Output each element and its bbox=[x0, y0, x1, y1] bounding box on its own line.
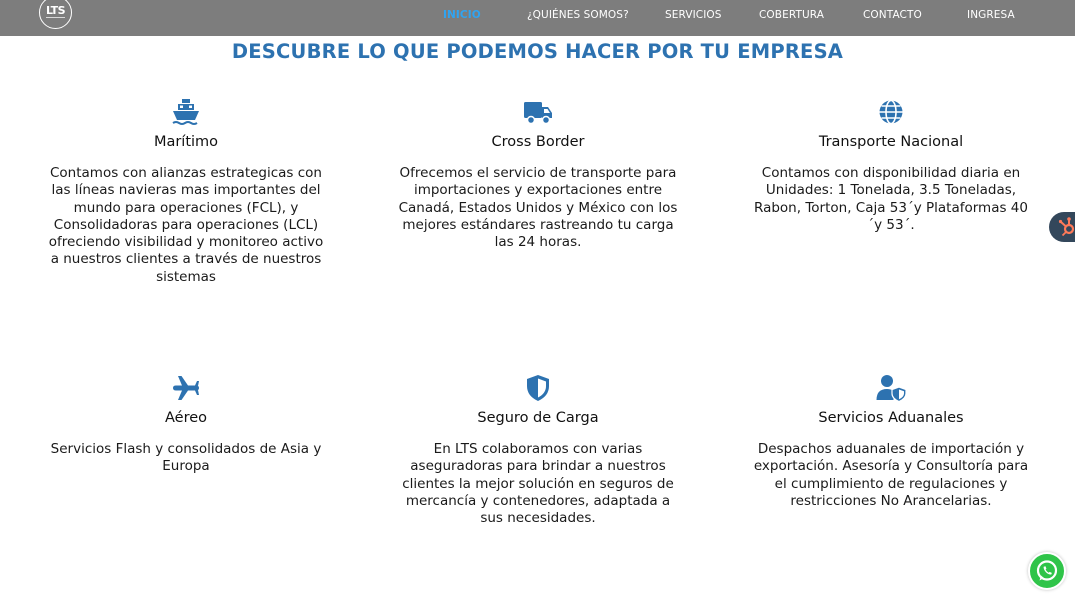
service-card-transporte-nacional bbox=[751, 96, 1031, 234]
service-title: Cross Border bbox=[491, 134, 585, 150]
user-shield-icon bbox=[875, 372, 907, 404]
service-card-cross-border bbox=[398, 96, 678, 251]
hubspot-icon bbox=[1056, 216, 1075, 238]
whatsapp-icon bbox=[1030, 554, 1064, 588]
service-description: Ofrecemos el servicio de transporte para importaciones y exportaciones entre Canadá, Estados Unidos y México con los mejores estándares rastreando tu carga las 24 horas. bbox=[398, 165, 678, 251]
nav-item-contacto[interactable]: CONTACTO bbox=[863, 9, 922, 21]
nav-item-inicio[interactable]: INICIO bbox=[443, 9, 481, 21]
nav-item-servicios[interactable]: SERVICIOS bbox=[665, 9, 722, 21]
service-card-maritimo bbox=[46, 96, 326, 286]
shield-icon bbox=[522, 372, 554, 404]
top-navbar bbox=[0, 0, 1075, 36]
service-card-servicios-aduanales bbox=[751, 372, 1031, 510]
nav-item-cobertura[interactable]: COBERTURA bbox=[759, 9, 825, 21]
service-title: Aéreo bbox=[164, 410, 208, 426]
service-description: Servicios Flash y consolidados de Asia y Europa bbox=[50, 441, 322, 475]
service-description: Contamos con disponibilidad diaria en Unidades: 1 Tonelada, 3.5 Toneladas, Rabon, Torton, Caja 53´y Plataformas 40´y 53´. bbox=[754, 165, 1028, 233]
lts-logo[interactable] bbox=[39, 0, 72, 29]
logo-text: LTS bbox=[45, 4, 66, 17]
truck-icon bbox=[522, 96, 554, 128]
globe-icon bbox=[875, 96, 907, 128]
service-title: Marítimo bbox=[153, 134, 219, 150]
section-headline: DESCUBRE LO QUE PODEMOS HACER POR TU EMPRESA bbox=[231, 40, 844, 63]
service-description: Contamos con alianzas estrategicas con las líneas navieras mas importantes del mundo para operaciones (FCL), y Consolidadoras para operaciones (LCL) ofreciendo visibilidad y monitoreo activo a nuestros clientes a través de nuestros sistemas bbox=[48, 165, 324, 285]
ship-icon bbox=[170, 96, 202, 128]
logo-underline bbox=[46, 17, 65, 18]
service-description: En LTS colaboramos con varias aseguradoras para brindar a nuestros clientes la mejor solución en seguros de mercancía y contenedores, adaptada a sus necesidades. bbox=[402, 441, 674, 527]
hubspot-chat-tab[interactable] bbox=[1049, 212, 1075, 242]
service-card-aereo bbox=[46, 372, 326, 476]
service-description: Despachos aduanales de importación y exportación. Asesoría y Consultoría para el cumplimiento de regulaciones y restricciones No Arancelarias. bbox=[753, 441, 1029, 509]
nav-item-quienes-somos[interactable]: ¿QUIÉNES SOMOS? bbox=[527, 9, 629, 21]
service-title: Seguro de Carga bbox=[477, 410, 599, 426]
service-title: Transporte Nacional bbox=[818, 134, 964, 150]
service-title: Servicios Aduanales bbox=[818, 410, 964, 426]
plane-icon bbox=[170, 372, 202, 404]
whatsapp-button[interactable] bbox=[1028, 552, 1066, 590]
service-card-seguro-de-carga bbox=[398, 372, 678, 527]
nav-item-ingresa[interactable]: INGRESA bbox=[967, 9, 1015, 21]
